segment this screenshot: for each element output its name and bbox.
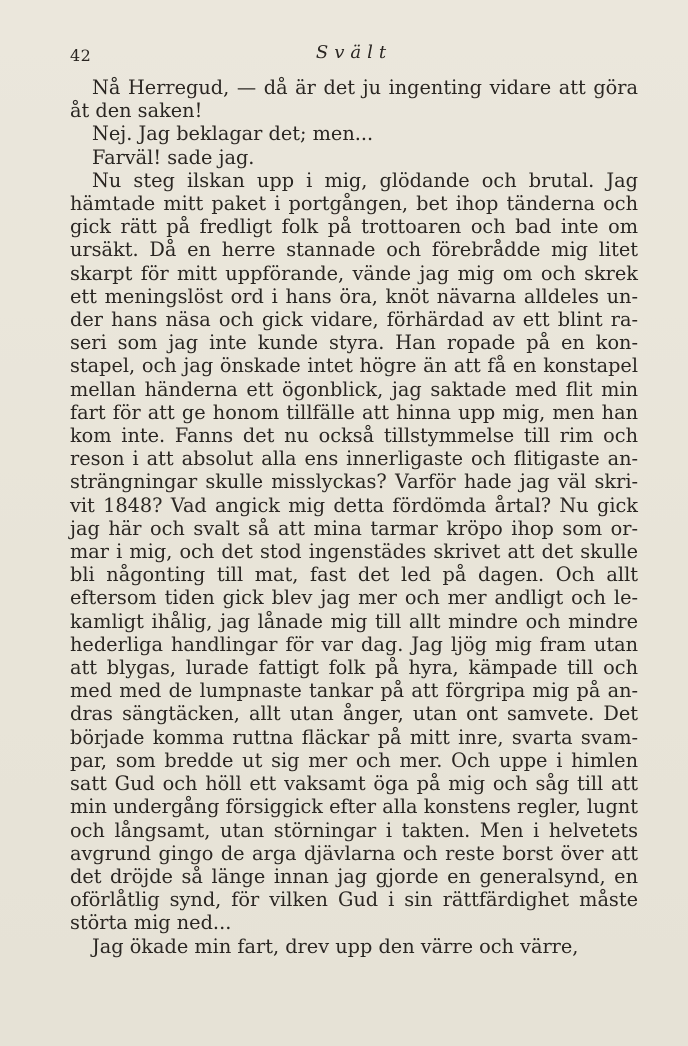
paragraph: Farväl! sade jag. bbox=[92, 145, 255, 169]
running-title: Svält bbox=[315, 42, 393, 63]
paragraph: Nu steg ilskan upp i mig, glödande och brutal. Jag hämtade mitt paket i portgången, bet ihop tänderna och gick rätt på fredligt folk på trottoaren och bad inte om ursäkt. Då en herre stannade och förebrådde mig litet skarpt för mitt uppförande, vände jag mig om och skrek ett meningslöst ord i hans öra, knöt nävarna alldeles under hans näsa och gick vidare, förhärdad av ett blint raseri som jag inte kunde styra. Han ropade på en konstapel, och jag önskade intet högre än att få en konstapel mellan händerna ett ögonblick, jag saktade med flit min fart för att ge honom tillfälle att hinna upp mig, men han kom inte. Fanns det nu också tillstymmelse till rim och reson i att absolut alla ens innerligaste och flitigaste ansträngningar skulle misslyckas? Varför hade jag väl skrivit 1848? Vad angick mig detta fördömda årtal? Nu gick jag här och svalt så att mina tarmar kröpo ihop som ormar i mig, och det stod ingenstädes skrivet att det skulle bli någonting till mat, fast det led på dagen. Och allt eftersom tiden gick blev jag mer och mer andligt och lekamligt ihålig, jag lånade mig till allt mindre och mindre hederliga handlingar för var dag. Jag ljög mig fram utan att blygas, lurade fattigt folk på hyra, kämpade till och med med de lumpnaste tankar på att förgripa mig på andras sängtäcken, allt utan ånger, utan ont samvete. Det började komma ruttna fläckar på mitt inre, svarta svampar, som bredde ut sig mer och mer. Och uppe i himlen satt Gud och höll ett vaksamt öga på mig och såg till att min undergång försiggick efter alla konstens regler, lugnt och långsamt, utan störningar i takten. Men i helvetets avgrund gingo de arga djävlarna och reste borst över att det dröjde så länge innan jag gjorde en generalsynd, en oförlåtlig synd, för vilken Gud i sin rättfärdighet måste störta mig ned... bbox=[70, 168, 638, 935]
paragraph: Jag ökade min fart, drev upp den värre och värre, bbox=[92, 934, 579, 958]
page-header bbox=[70, 42, 638, 68]
paragraph: Nej. Jag beklagar det; men... bbox=[92, 122, 374, 146]
paragraph: Nå Herregud, — då är det ju ingenting vidare att göra åt den saken! bbox=[70, 76, 638, 123]
body-text bbox=[70, 76, 638, 958]
page-number: 42 bbox=[70, 46, 92, 65]
